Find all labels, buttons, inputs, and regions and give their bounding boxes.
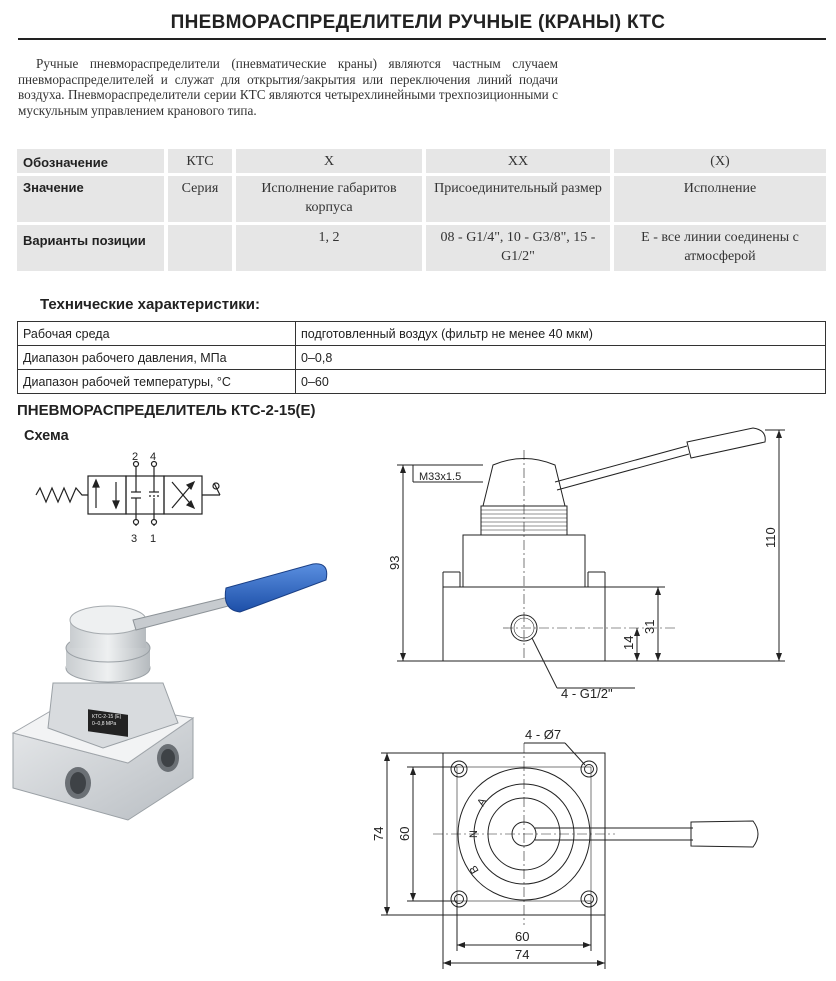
meaning-header-label: Значение	[17, 176, 164, 222]
spring-symbol	[36, 488, 88, 502]
mark-b: B	[467, 863, 482, 876]
side-handle	[555, 446, 687, 482]
port-label-2: 2	[132, 451, 139, 463]
designation-table	[17, 149, 826, 274]
top-handle-grip	[691, 821, 758, 847]
dim-top-60-vertical: 60	[397, 826, 412, 841]
model-title: ПНЕВМОРАСПРЕДЕЛИТЕЛЬ КТС-2-15(Е)	[17, 402, 316, 419]
tech-row	[18, 346, 826, 370]
side-view-drawing	[375, 420, 830, 710]
dim-top-74-horizontal: 74	[515, 947, 530, 962]
svg-text:КТС-2-15 (Е): КТС-2-15 (Е)	[92, 714, 122, 720]
tech-label: Диапазон рабочей температуры, °С	[18, 370, 296, 394]
port-label-4: 4	[150, 451, 157, 463]
page-title: ПНЕВМОРАСПРЕДЕЛИТЕЛИ РУЧНЫЕ (КРАНЫ) КТС	[170, 12, 666, 33]
mark-a: A	[475, 796, 490, 809]
product-photo	[8, 558, 338, 828]
meaning-port: Присоединительный размер	[426, 176, 610, 222]
port-label-3: 3	[131, 533, 138, 545]
valve-box-center	[126, 476, 164, 514]
handle-rod	[133, 596, 236, 630]
dim-14: 14	[621, 635, 636, 650]
title-divider	[18, 38, 826, 40]
tech-value: 0–60	[296, 370, 826, 394]
variants-size: 1, 2	[236, 225, 422, 271]
intro-paragraph	[18, 56, 558, 118]
scheme-title: Схема	[24, 428, 69, 444]
meaning-size: Исполнение габаритов корпуса	[236, 176, 422, 222]
mount-hole	[451, 761, 467, 777]
tech-value: 0–0,8	[296, 346, 826, 370]
svg-text:0–0,8 MPa: 0–0,8 MPa	[92, 721, 117, 727]
tech-specs-title: Технические характеристики:	[40, 296, 261, 313]
port-label-1: 1	[150, 533, 157, 545]
tech-row	[18, 322, 826, 346]
designation-row-variants	[17, 225, 826, 274]
variants-header-label: Варианты позиции	[17, 225, 164, 271]
dim-top-74-vertical: 74	[371, 826, 386, 841]
variants-port: 08 - G1/4", 10 - G3/8", 15 - G1/2"	[426, 225, 610, 271]
designation-code-port: XX	[426, 149, 610, 173]
meaning-series: Серия	[168, 176, 232, 222]
tech-label: Рабочая среда	[18, 322, 296, 346]
designation-row-meaning	[17, 176, 826, 225]
variants-series	[168, 225, 232, 271]
dim-top-60-horizontal: 60	[515, 929, 530, 944]
designation-row-code	[17, 149, 826, 176]
pneumatic-scheme	[30, 450, 230, 550]
handle-grip	[225, 564, 326, 612]
dim-110: 110	[763, 527, 778, 548]
side-handle-grip	[687, 428, 765, 458]
dim-31: 31	[642, 619, 657, 634]
top-view-drawing	[371, 725, 830, 975]
tech-label: Диапазон рабочего давления, МПа	[18, 346, 296, 370]
variants-option: E - все линии соединены с атмосферой	[614, 225, 826, 271]
mount-hole	[581, 891, 597, 907]
meaning-option: Исполнение	[614, 176, 826, 222]
designation-code-series: КТС	[168, 149, 232, 173]
mount-hole	[451, 891, 467, 907]
dim-holes: 4 - Ø7	[525, 727, 562, 742]
tech-specs-table	[17, 321, 826, 394]
tech-row	[18, 370, 826, 394]
dim-thread: M33x1.5	[419, 471, 462, 483]
dim-93: 93	[387, 555, 402, 570]
designation-header-label: Обозначение	[17, 149, 164, 173]
intro-text: Ручные пневмораспределители (пневматические краны) являются частным случаем пневмораспределителей и служат для открытия/закрытия или переключения линий подачи воздуха. Пневмораспределители серии КТС являются четырехлинейными трехпозиционными с мускульным управлением кранового типа.	[18, 56, 558, 118]
mark-n: N	[468, 830, 480, 838]
designation-code-size: X	[236, 149, 422, 173]
valve-box-left	[88, 476, 126, 514]
dim-port-thread: 4 - G1/2"	[561, 686, 613, 701]
tech-value: подготовленный воздух (фильтр не менее 40 мкм)	[296, 322, 826, 346]
designation-code-option: (X)	[614, 149, 826, 173]
